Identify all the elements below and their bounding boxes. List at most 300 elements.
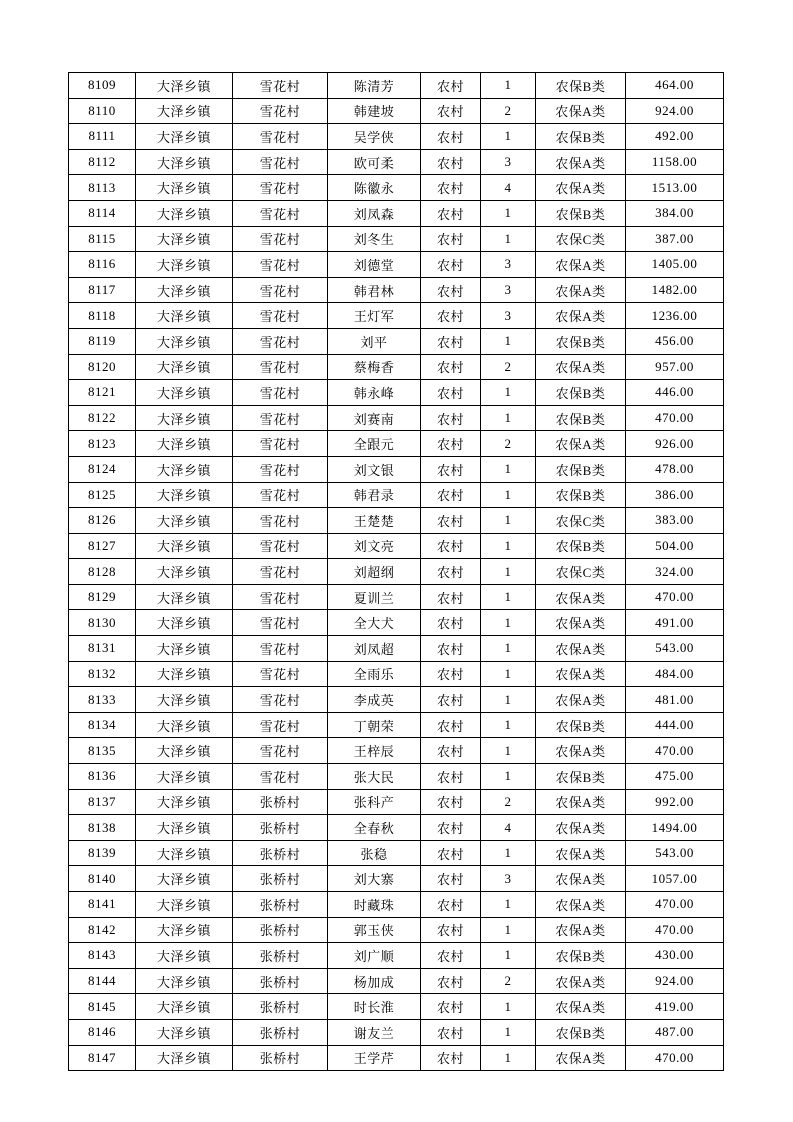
cell-insurance-category: 农保B类 bbox=[536, 456, 626, 482]
cell-name: 刘超纲 bbox=[328, 559, 421, 585]
cell-amount: 481.00 bbox=[626, 687, 724, 713]
cell-person-count: 1 bbox=[481, 687, 536, 713]
cell-name: 张大民 bbox=[328, 764, 421, 790]
cell-amount: 387.00 bbox=[626, 226, 724, 252]
cell-township: 大泽乡镇 bbox=[136, 968, 233, 994]
cell-name: 韩建坡 bbox=[328, 98, 421, 124]
cell-insurance-category: 农保B类 bbox=[536, 200, 626, 226]
cell-township: 大泽乡镇 bbox=[136, 354, 233, 380]
cell-amount: 456.00 bbox=[626, 328, 724, 354]
cell-name: 刘平 bbox=[328, 328, 421, 354]
cell-township: 大泽乡镇 bbox=[136, 431, 233, 457]
cell-name: 王楚楚 bbox=[328, 508, 421, 534]
cell-person-count: 1 bbox=[481, 405, 536, 431]
cell-residence-type: 农村 bbox=[421, 405, 481, 431]
cell-id: 8136 bbox=[69, 764, 136, 790]
cell-residence-type: 农村 bbox=[421, 789, 481, 815]
cell-township: 大泽乡镇 bbox=[136, 815, 233, 841]
cell-village: 雪花村 bbox=[233, 380, 328, 406]
table-row bbox=[69, 328, 724, 354]
table-row bbox=[69, 98, 724, 124]
cell-township: 大泽乡镇 bbox=[136, 584, 233, 610]
cell-name: 刘文亮 bbox=[328, 533, 421, 559]
cell-id: 8122 bbox=[69, 405, 136, 431]
cell-id: 8147 bbox=[69, 1045, 136, 1071]
cell-insurance-category: 农保C类 bbox=[536, 508, 626, 534]
cell-id: 8134 bbox=[69, 712, 136, 738]
cell-id: 8118 bbox=[69, 303, 136, 329]
cell-person-count: 1 bbox=[481, 610, 536, 636]
cell-person-count: 1 bbox=[481, 840, 536, 866]
cell-id: 8145 bbox=[69, 994, 136, 1020]
cell-amount: 543.00 bbox=[626, 840, 724, 866]
cell-name: 张科产 bbox=[328, 789, 421, 815]
cell-name: 刘大寨 bbox=[328, 866, 421, 892]
cell-amount: 926.00 bbox=[626, 431, 724, 457]
cell-residence-type: 农村 bbox=[421, 200, 481, 226]
cell-insurance-category: 农保B类 bbox=[536, 1019, 626, 1045]
cell-amount: 543.00 bbox=[626, 636, 724, 662]
cell-insurance-category: 农保B类 bbox=[536, 405, 626, 431]
table-row bbox=[69, 815, 724, 841]
cell-name: 李成英 bbox=[328, 687, 421, 713]
cell-name: 韩君录 bbox=[328, 482, 421, 508]
cell-id: 8131 bbox=[69, 636, 136, 662]
cell-village: 雪花村 bbox=[233, 175, 328, 201]
beneficiary-table bbox=[68, 72, 724, 1071]
cell-person-count: 1 bbox=[481, 712, 536, 738]
cell-name: 丁朝荣 bbox=[328, 712, 421, 738]
cell-village: 雪花村 bbox=[233, 200, 328, 226]
cell-village: 雪花村 bbox=[233, 482, 328, 508]
cell-village: 张桥村 bbox=[233, 866, 328, 892]
cell-insurance-category: 农保A类 bbox=[536, 917, 626, 943]
cell-id: 8123 bbox=[69, 431, 136, 457]
table-row bbox=[69, 559, 724, 585]
cell-residence-type: 农村 bbox=[421, 559, 481, 585]
cell-amount: 1405.00 bbox=[626, 252, 724, 278]
cell-township: 大泽乡镇 bbox=[136, 610, 233, 636]
cell-name: 欧可柔 bbox=[328, 149, 421, 175]
cell-name: 王学芹 bbox=[328, 1045, 421, 1071]
cell-township: 大泽乡镇 bbox=[136, 559, 233, 585]
cell-residence-type: 农村 bbox=[421, 1019, 481, 1045]
cell-id: 8125 bbox=[69, 482, 136, 508]
cell-amount: 1158.00 bbox=[626, 149, 724, 175]
cell-township: 大泽乡镇 bbox=[136, 124, 233, 150]
cell-village: 张桥村 bbox=[233, 943, 328, 969]
cell-amount: 1057.00 bbox=[626, 866, 724, 892]
cell-township: 大泽乡镇 bbox=[136, 738, 233, 764]
cell-person-count: 2 bbox=[481, 354, 536, 380]
cell-id: 8141 bbox=[69, 892, 136, 918]
cell-village: 张桥村 bbox=[233, 917, 328, 943]
cell-village: 张桥村 bbox=[233, 968, 328, 994]
cell-amount: 464.00 bbox=[626, 73, 724, 99]
cell-id: 8144 bbox=[69, 968, 136, 994]
cell-id: 8133 bbox=[69, 687, 136, 713]
table-row bbox=[69, 968, 724, 994]
cell-village: 雪花村 bbox=[233, 636, 328, 662]
cell-insurance-category: 农保A类 bbox=[536, 789, 626, 815]
cell-township: 大泽乡镇 bbox=[136, 789, 233, 815]
cell-village: 雪花村 bbox=[233, 277, 328, 303]
cell-insurance-category: 农保A类 bbox=[536, 994, 626, 1020]
cell-insurance-category: 农保A类 bbox=[536, 277, 626, 303]
table-row bbox=[69, 482, 724, 508]
cell-name: 刘凤森 bbox=[328, 200, 421, 226]
cell-person-count: 3 bbox=[481, 866, 536, 892]
cell-village: 雪花村 bbox=[233, 226, 328, 252]
cell-id: 8114 bbox=[69, 200, 136, 226]
cell-name: 时藏珠 bbox=[328, 892, 421, 918]
cell-insurance-category: 农保A类 bbox=[536, 687, 626, 713]
cell-residence-type: 农村 bbox=[421, 252, 481, 278]
cell-amount: 470.00 bbox=[626, 892, 724, 918]
cell-township: 大泽乡镇 bbox=[136, 943, 233, 969]
cell-township: 大泽乡镇 bbox=[136, 994, 233, 1020]
cell-amount: 924.00 bbox=[626, 968, 724, 994]
cell-village: 雪花村 bbox=[233, 559, 328, 585]
cell-township: 大泽乡镇 bbox=[136, 840, 233, 866]
cell-amount: 1494.00 bbox=[626, 815, 724, 841]
cell-amount: 384.00 bbox=[626, 200, 724, 226]
cell-township: 大泽乡镇 bbox=[136, 661, 233, 687]
cell-insurance-category: 农保A类 bbox=[536, 354, 626, 380]
cell-residence-type: 农村 bbox=[421, 712, 481, 738]
cell-village: 雪花村 bbox=[233, 73, 328, 99]
cell-id: 8138 bbox=[69, 815, 136, 841]
table-row bbox=[69, 73, 724, 99]
cell-amount: 430.00 bbox=[626, 943, 724, 969]
cell-residence-type: 农村 bbox=[421, 687, 481, 713]
cell-amount: 475.00 bbox=[626, 764, 724, 790]
cell-insurance-category: 农保B类 bbox=[536, 124, 626, 150]
cell-amount: 992.00 bbox=[626, 789, 724, 815]
cell-person-count: 1 bbox=[481, 943, 536, 969]
table-row bbox=[69, 584, 724, 610]
cell-id: 8139 bbox=[69, 840, 136, 866]
table-row bbox=[69, 200, 724, 226]
cell-person-count: 1 bbox=[481, 636, 536, 662]
cell-name: 谢友兰 bbox=[328, 1019, 421, 1045]
cell-person-count: 2 bbox=[481, 789, 536, 815]
cell-name: 王梓辰 bbox=[328, 738, 421, 764]
cell-name: 韩君林 bbox=[328, 277, 421, 303]
cell-village: 张桥村 bbox=[233, 840, 328, 866]
cell-name: 刘赛南 bbox=[328, 405, 421, 431]
cell-id: 8132 bbox=[69, 661, 136, 687]
table-row bbox=[69, 840, 724, 866]
cell-village: 雪花村 bbox=[233, 584, 328, 610]
cell-name: 刘冬生 bbox=[328, 226, 421, 252]
cell-village: 雪花村 bbox=[233, 661, 328, 687]
table-row bbox=[69, 738, 724, 764]
table-body bbox=[69, 73, 724, 1071]
cell-person-count: 1 bbox=[481, 764, 536, 790]
cell-person-count: 1 bbox=[481, 482, 536, 508]
cell-name: 王灯军 bbox=[328, 303, 421, 329]
cell-person-count: 1 bbox=[481, 661, 536, 687]
cell-township: 大泽乡镇 bbox=[136, 712, 233, 738]
cell-village: 雪花村 bbox=[233, 354, 328, 380]
cell-insurance-category: 农保A类 bbox=[536, 1045, 626, 1071]
cell-township: 大泽乡镇 bbox=[136, 303, 233, 329]
cell-person-count: 4 bbox=[481, 175, 536, 201]
cell-insurance-category: 农保A类 bbox=[536, 584, 626, 610]
cell-id: 8143 bbox=[69, 943, 136, 969]
cell-id: 8117 bbox=[69, 277, 136, 303]
cell-person-count: 1 bbox=[481, 584, 536, 610]
cell-insurance-category: 农保A类 bbox=[536, 431, 626, 457]
cell-name: 蔡梅香 bbox=[328, 354, 421, 380]
cell-township: 大泽乡镇 bbox=[136, 917, 233, 943]
cell-residence-type: 农村 bbox=[421, 508, 481, 534]
table-row bbox=[69, 226, 724, 252]
cell-village: 雪花村 bbox=[233, 687, 328, 713]
cell-insurance-category: 农保B类 bbox=[536, 482, 626, 508]
cell-person-count: 4 bbox=[481, 815, 536, 841]
cell-amount: 470.00 bbox=[626, 584, 724, 610]
cell-township: 大泽乡镇 bbox=[136, 1019, 233, 1045]
table-row bbox=[69, 405, 724, 431]
table-row bbox=[69, 124, 724, 150]
cell-person-count: 3 bbox=[481, 149, 536, 175]
cell-residence-type: 农村 bbox=[421, 661, 481, 687]
cell-amount: 419.00 bbox=[626, 994, 724, 1020]
cell-name: 刘文银 bbox=[328, 456, 421, 482]
table-row bbox=[69, 1045, 724, 1071]
cell-amount: 444.00 bbox=[626, 712, 724, 738]
cell-residence-type: 农村 bbox=[421, 431, 481, 457]
cell-township: 大泽乡镇 bbox=[136, 482, 233, 508]
table-row bbox=[69, 277, 724, 303]
cell-id: 8115 bbox=[69, 226, 136, 252]
cell-insurance-category: 农保C类 bbox=[536, 559, 626, 585]
cell-insurance-category: 农保A类 bbox=[536, 968, 626, 994]
cell-village: 张桥村 bbox=[233, 815, 328, 841]
cell-residence-type: 农村 bbox=[421, 636, 481, 662]
cell-township: 大泽乡镇 bbox=[136, 328, 233, 354]
cell-amount: 957.00 bbox=[626, 354, 724, 380]
table-row bbox=[69, 380, 724, 406]
cell-amount: 324.00 bbox=[626, 559, 724, 585]
table-row bbox=[69, 610, 724, 636]
cell-residence-type: 农村 bbox=[421, 277, 481, 303]
cell-person-count: 1 bbox=[481, 456, 536, 482]
cell-insurance-category: 农保A类 bbox=[536, 738, 626, 764]
cell-residence-type: 农村 bbox=[421, 943, 481, 969]
cell-village: 雪花村 bbox=[233, 405, 328, 431]
table-row bbox=[69, 303, 724, 329]
cell-village: 雪花村 bbox=[233, 738, 328, 764]
cell-amount: 492.00 bbox=[626, 124, 724, 150]
cell-township: 大泽乡镇 bbox=[136, 764, 233, 790]
cell-township: 大泽乡镇 bbox=[136, 405, 233, 431]
cell-residence-type: 农村 bbox=[421, 354, 481, 380]
cell-person-count: 2 bbox=[481, 431, 536, 457]
cell-village: 张桥村 bbox=[233, 1045, 328, 1071]
cell-person-count: 2 bbox=[481, 98, 536, 124]
cell-person-count: 1 bbox=[481, 380, 536, 406]
cell-id: 8113 bbox=[69, 175, 136, 201]
cell-village: 雪花村 bbox=[233, 431, 328, 457]
cell-amount: 1236.00 bbox=[626, 303, 724, 329]
cell-person-count: 1 bbox=[481, 994, 536, 1020]
cell-insurance-category: 农保B类 bbox=[536, 533, 626, 559]
cell-name: 全春秋 bbox=[328, 815, 421, 841]
cell-village: 雪花村 bbox=[233, 149, 328, 175]
cell-name: 陈徽永 bbox=[328, 175, 421, 201]
cell-insurance-category: 农保A类 bbox=[536, 175, 626, 201]
cell-village: 雪花村 bbox=[233, 712, 328, 738]
cell-amount: 487.00 bbox=[626, 1019, 724, 1045]
table-row bbox=[69, 175, 724, 201]
cell-name: 韩永峰 bbox=[328, 380, 421, 406]
cell-name: 刘凤超 bbox=[328, 636, 421, 662]
cell-residence-type: 农村 bbox=[421, 149, 481, 175]
cell-village: 雪花村 bbox=[233, 508, 328, 534]
cell-amount: 470.00 bbox=[626, 917, 724, 943]
cell-insurance-category: 农保A类 bbox=[536, 866, 626, 892]
cell-insurance-category: 农保B类 bbox=[536, 328, 626, 354]
cell-insurance-category: 农保C类 bbox=[536, 226, 626, 252]
cell-person-count: 1 bbox=[481, 328, 536, 354]
cell-person-count: 1 bbox=[481, 124, 536, 150]
cell-name: 全雨乐 bbox=[328, 661, 421, 687]
table-row bbox=[69, 508, 724, 534]
cell-insurance-category: 农保A类 bbox=[536, 840, 626, 866]
cell-person-count: 1 bbox=[481, 738, 536, 764]
cell-village: 张桥村 bbox=[233, 789, 328, 815]
cell-amount: 446.00 bbox=[626, 380, 724, 406]
cell-id: 8140 bbox=[69, 866, 136, 892]
cell-person-count: 1 bbox=[481, 200, 536, 226]
cell-residence-type: 农村 bbox=[421, 303, 481, 329]
cell-id: 8130 bbox=[69, 610, 136, 636]
table-row bbox=[69, 252, 724, 278]
cell-village: 雪花村 bbox=[233, 610, 328, 636]
cell-name: 杨加成 bbox=[328, 968, 421, 994]
cell-village: 雪花村 bbox=[233, 124, 328, 150]
cell-insurance-category: 农保A类 bbox=[536, 661, 626, 687]
table-row bbox=[69, 661, 724, 687]
cell-residence-type: 农村 bbox=[421, 764, 481, 790]
cell-residence-type: 农村 bbox=[421, 380, 481, 406]
table-row bbox=[69, 789, 724, 815]
cell-insurance-category: 农保A类 bbox=[536, 610, 626, 636]
cell-name: 夏训兰 bbox=[328, 584, 421, 610]
cell-residence-type: 农村 bbox=[421, 892, 481, 918]
cell-id: 8110 bbox=[69, 98, 136, 124]
cell-township: 大泽乡镇 bbox=[136, 636, 233, 662]
cell-residence-type: 农村 bbox=[421, 533, 481, 559]
cell-name: 吴学侠 bbox=[328, 124, 421, 150]
cell-id: 8128 bbox=[69, 559, 136, 585]
cell-residence-type: 农村 bbox=[421, 73, 481, 99]
cell-township: 大泽乡镇 bbox=[136, 866, 233, 892]
cell-village: 张桥村 bbox=[233, 994, 328, 1020]
cell-name: 刘广顺 bbox=[328, 943, 421, 969]
cell-person-count: 1 bbox=[481, 226, 536, 252]
table-row bbox=[69, 636, 724, 662]
cell-person-count: 3 bbox=[481, 277, 536, 303]
cell-township: 大泽乡镇 bbox=[136, 687, 233, 713]
cell-residence-type: 农村 bbox=[421, 226, 481, 252]
cell-amount: 470.00 bbox=[626, 1045, 724, 1071]
cell-residence-type: 农村 bbox=[421, 917, 481, 943]
table-row bbox=[69, 456, 724, 482]
cell-residence-type: 农村 bbox=[421, 175, 481, 201]
cell-name: 时长淮 bbox=[328, 994, 421, 1020]
cell-insurance-category: 农保B类 bbox=[536, 73, 626, 99]
cell-person-count: 1 bbox=[481, 892, 536, 918]
cell-insurance-category: 农保A类 bbox=[536, 892, 626, 918]
table-row bbox=[69, 712, 724, 738]
cell-id: 8124 bbox=[69, 456, 136, 482]
cell-name: 陈清芳 bbox=[328, 73, 421, 99]
cell-id: 8111 bbox=[69, 124, 136, 150]
cell-person-count: 1 bbox=[481, 917, 536, 943]
cell-insurance-category: 农保B类 bbox=[536, 380, 626, 406]
table-row bbox=[69, 943, 724, 969]
table-row bbox=[69, 533, 724, 559]
cell-township: 大泽乡镇 bbox=[136, 508, 233, 534]
cell-person-count: 2 bbox=[481, 968, 536, 994]
cell-person-count: 3 bbox=[481, 303, 536, 329]
cell-id: 8112 bbox=[69, 149, 136, 175]
cell-person-count: 3 bbox=[481, 252, 536, 278]
cell-village: 雪花村 bbox=[233, 533, 328, 559]
cell-insurance-category: 农保B类 bbox=[536, 943, 626, 969]
cell-insurance-category: 农保B类 bbox=[536, 764, 626, 790]
cell-township: 大泽乡镇 bbox=[136, 892, 233, 918]
table-row bbox=[69, 892, 724, 918]
cell-name: 刘德堂 bbox=[328, 252, 421, 278]
cell-id: 8119 bbox=[69, 328, 136, 354]
cell-village: 雪花村 bbox=[233, 764, 328, 790]
table-row bbox=[69, 687, 724, 713]
cell-residence-type: 农村 bbox=[421, 482, 481, 508]
cell-insurance-category: 农保A类 bbox=[536, 252, 626, 278]
cell-residence-type: 农村 bbox=[421, 124, 481, 150]
cell-amount: 924.00 bbox=[626, 98, 724, 124]
cell-person-count: 1 bbox=[481, 1019, 536, 1045]
cell-township: 大泽乡镇 bbox=[136, 73, 233, 99]
cell-village: 张桥村 bbox=[233, 1019, 328, 1045]
table-row bbox=[69, 149, 724, 175]
cell-amount: 470.00 bbox=[626, 738, 724, 764]
cell-id: 8137 bbox=[69, 789, 136, 815]
cell-amount: 1482.00 bbox=[626, 277, 724, 303]
cell-amount: 478.00 bbox=[626, 456, 724, 482]
cell-id: 8146 bbox=[69, 1019, 136, 1045]
cell-residence-type: 农村 bbox=[421, 328, 481, 354]
cell-person-count: 1 bbox=[481, 559, 536, 585]
cell-id: 8142 bbox=[69, 917, 136, 943]
cell-village: 雪花村 bbox=[233, 252, 328, 278]
table-row bbox=[69, 866, 724, 892]
table-row bbox=[69, 431, 724, 457]
cell-person-count: 1 bbox=[481, 73, 536, 99]
cell-name: 郭玉侠 bbox=[328, 917, 421, 943]
cell-township: 大泽乡镇 bbox=[136, 1045, 233, 1071]
cell-insurance-category: 农保A类 bbox=[536, 303, 626, 329]
cell-insurance-category: 农保B类 bbox=[536, 712, 626, 738]
cell-id: 8121 bbox=[69, 380, 136, 406]
cell-township: 大泽乡镇 bbox=[136, 456, 233, 482]
cell-amount: 504.00 bbox=[626, 533, 724, 559]
